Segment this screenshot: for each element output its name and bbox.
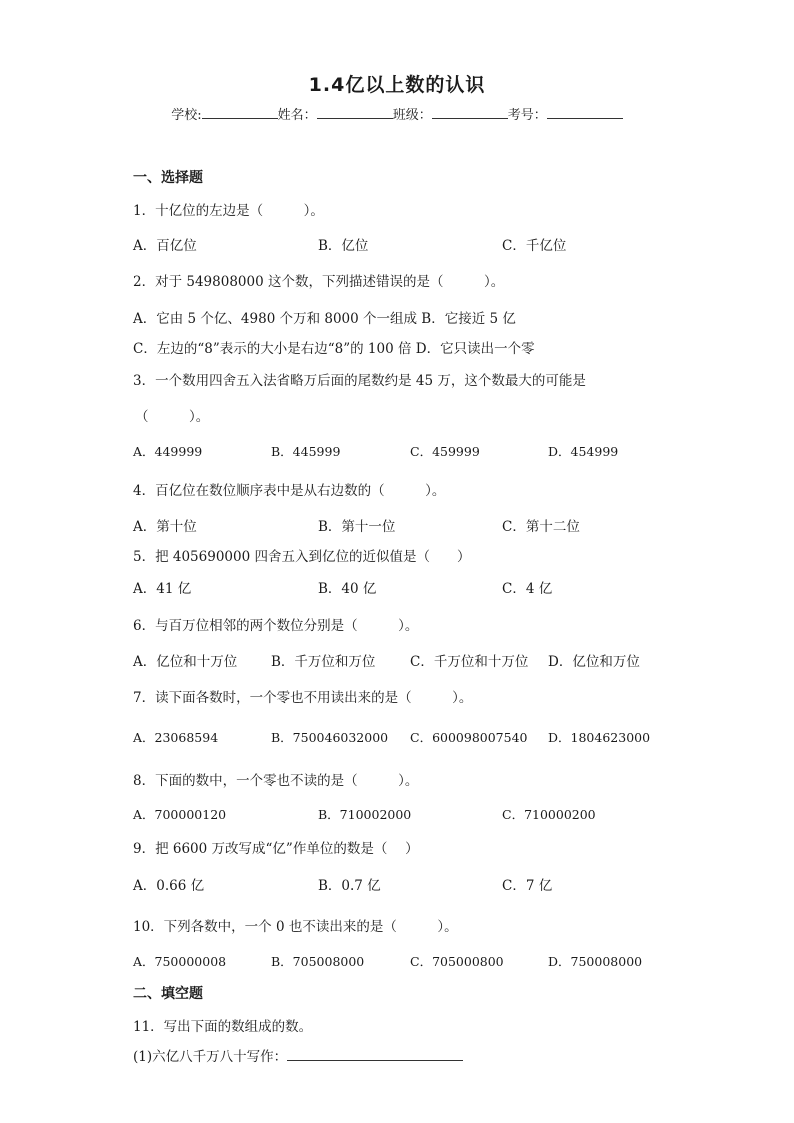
- q11-sub1-label: (1)六亿八千万八十写作：: [133, 1049, 288, 1065]
- section-heading-fill: 二、填空题: [133, 986, 203, 1002]
- q8-option-c[interactable]: C．710000200: [502, 807, 596, 822]
- q2-options-line-1[interactable]: A．它由 5 个亿、4980 个万和 8000 个一组成 B．它接近 5 亿: [133, 311, 516, 327]
- question-10-stem: 10．下列各数中，一个 0 也不读出来的是（ ）。: [133, 919, 458, 935]
- q5-option-c[interactable]: C．4 亿: [502, 581, 553, 597]
- q5-option-b[interactable]: B．40 亿: [318, 581, 377, 597]
- page-title: 1.4亿以上数的认识: [308, 74, 486, 96]
- question-11-stem: 11．写出下面的数组成的数。: [133, 1019, 313, 1035]
- q7-option-c[interactable]: C．600098007540: [410, 730, 528, 745]
- exam-no-blank[interactable]: [547, 105, 623, 119]
- exam-no-label: 考号：: [507, 108, 547, 123]
- name-blank[interactable]: [317, 105, 393, 119]
- q5-option-a[interactable]: A．41 亿: [133, 581, 192, 597]
- question-8-stem: 8．下面的数中，一个零也不读的是（ ）。: [133, 773, 419, 789]
- q1-option-a[interactable]: A．百亿位: [133, 238, 197, 254]
- question-3-stem: 3．一个数用四舍五入法省略万后面的尾数约是 45 万，这个数最大的可能是: [133, 373, 586, 389]
- school-label: 学校:: [171, 108, 202, 123]
- school-blank[interactable]: [202, 105, 278, 119]
- question-7-stem: 7．读下面各数时，一个零也不用读出来的是（ ）。: [133, 690, 473, 706]
- q7-option-a[interactable]: A．23068594: [133, 730, 219, 745]
- q7-option-d[interactable]: D．1804623000: [548, 730, 651, 745]
- q8-option-b[interactable]: B．710002000: [318, 807, 412, 822]
- section-heading-choice: 一、选择题: [133, 170, 203, 186]
- q10-option-a[interactable]: A．750000008: [133, 954, 227, 969]
- q4-option-b[interactable]: B．第十一位: [318, 519, 396, 535]
- q10-option-b[interactable]: B．705008000: [271, 954, 365, 969]
- class-blank[interactable]: [432, 105, 508, 119]
- question-6-stem: 6．与百万位相邻的两个数位分别是（ ）。: [133, 618, 419, 634]
- question-3-stem-cont: （ ）。: [135, 409, 210, 425]
- q6-option-a[interactable]: A．亿位和十万位: [133, 654, 238, 670]
- question-5-stem: 5．把 405690000 四舍五入到亿位的近似值是（ ）: [133, 549, 471, 565]
- question-2-stem: 2．对于 549808000 这个数，下列描述错误的是（ ）。: [133, 274, 505, 290]
- q4-option-c[interactable]: C．第十二位: [502, 519, 580, 535]
- q3-option-b[interactable]: B．445999: [271, 444, 341, 459]
- q2-options-line-2[interactable]: C．左边的“8”表示的大小是右边“8”的 100 倍 D．它只读出一个零: [133, 341, 535, 357]
- question-1-stem: 1．十亿位的左边是（ ）。: [133, 203, 324, 219]
- q7-option-b[interactable]: B．750046032000: [271, 730, 389, 745]
- question-11-sub-1: [133, 1045, 463, 1065]
- q6-option-d[interactable]: D．亿位和万位: [548, 654, 640, 670]
- q6-option-b[interactable]: B．千万位和万位: [271, 654, 376, 670]
- q4-option-a[interactable]: A．第十位: [133, 519, 197, 535]
- q1-option-c[interactable]: C．千亿位: [502, 238, 567, 254]
- q11-sub1-answer-blank[interactable]: [287, 1047, 463, 1061]
- q10-option-d[interactable]: D．750008000: [548, 954, 643, 969]
- q3-option-c[interactable]: C．459999: [410, 444, 480, 459]
- student-info-line: [0, 104, 794, 123]
- q3-option-d[interactable]: D．454999: [548, 444, 619, 459]
- q9-option-c[interactable]: C．7 亿: [502, 878, 553, 894]
- q9-option-b[interactable]: B．0.7 亿: [318, 878, 381, 894]
- q6-option-c[interactable]: C．千万位和十万位: [410, 654, 529, 670]
- name-label: 姓名：: [277, 108, 317, 123]
- question-9-stem: 9．把 6600 万改写成“亿”作单位的数是（ ）: [133, 841, 419, 857]
- q10-option-c[interactable]: C．705000800: [410, 954, 504, 969]
- question-4-stem: 4．百亿位在数位顺序表中是从右边数的（ ）。: [133, 483, 446, 499]
- q3-option-a[interactable]: A．449999: [133, 444, 203, 459]
- class-label: 班级：: [392, 108, 432, 123]
- q9-option-a[interactable]: A．0.66 亿: [133, 878, 205, 894]
- q8-option-a[interactable]: A．700000120: [133, 807, 227, 822]
- q1-option-b[interactable]: B．亿位: [318, 238, 369, 254]
